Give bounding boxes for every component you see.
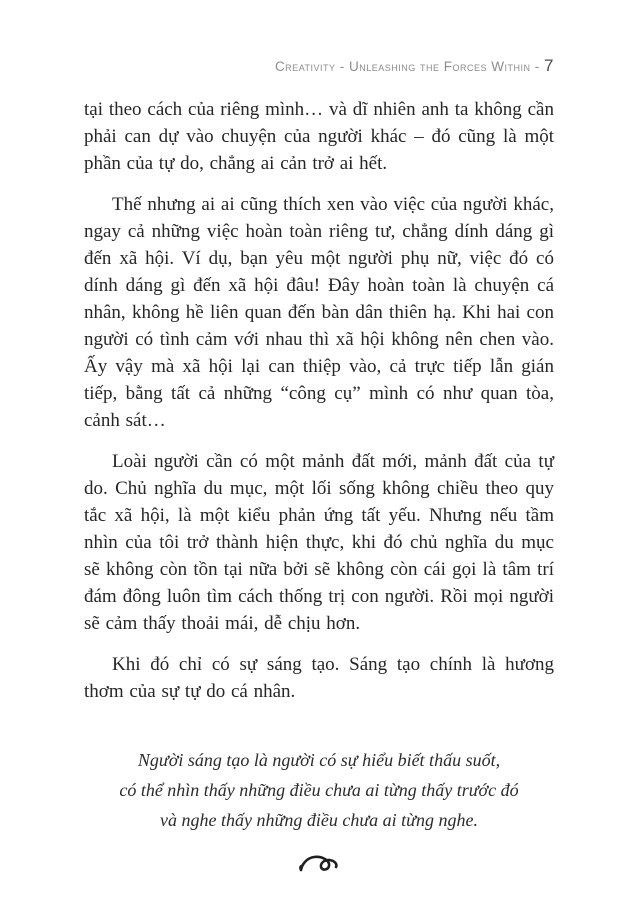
body-paragraph-2: Thế nhưng ai ai cũng thích xen vào việc của người khác, ngay cả những việc hoàn toàn riêng tư, chẳng dính dáng gì đến xã hội. Ví dụ, bạn yêu một người phụ nữ, việc đó có dính dáng gì đến xã hội đâu! Đây hoàn toàn là chuyện cá nhân, không hề liên quan đến bàn dân thiên hạ. Khi hai con người có tình cảm với nhau thì xã hội không nên chen vào. Ấy vậy mà xã hội lại can thiệp vào, cả trực tiếp lẫn gián tiếp, bằng tất cả những “công cụ” mình có như quan tòa, cảnh sát…	[84, 194, 554, 431]
running-title: Creativity - Unleashing the Forces Within	[274, 59, 531, 74]
body-paragraph-3: Loài người cần có một mảnh đất mới, mảnh đất của tự do. Chủ nghĩa du mục, một lối sống không chiều theo quy tắc xã hội, là một kiểu phản ứng tất yếu. Nhưng nếu tầm nhìn của tôi trở thành hiện thực, khi đó chủ nghĩa du mục sẽ không còn tồn tại nữa bởi sẽ không còn cái gọi là tâm trí đám đông luôn tìm cách thống trị con người. Rồi mọi người sẽ cảm thấy thoải mái, dễ chịu hơn.	[84, 451, 554, 634]
quote-line-2: có thể nhìn thấy những điều chưa ai từng thấy trước đó	[119, 780, 519, 800]
body-paragraph-1: tại theo cách của riêng mình… và dĩ nhiên anh ta không cần phải can dự vào chuyện của người khác – đó cũng là một phần của tự do, chẳng ai cản trở ai hết.	[84, 99, 554, 174]
flourish-ornament-icon	[84, 849, 554, 882]
quote-line-1: Người sáng tạo là người có sự hiểu biết thấu suốt,	[137, 750, 501, 770]
header-separator: -	[530, 59, 545, 74]
quote-line-3: và nghe thấy những điều chưa ai từng nghe.	[160, 810, 478, 830]
running-header	[275, 56, 554, 76]
page-number: 7	[544, 56, 554, 75]
body-paragraph-4: Khi đó chỉ có sự sáng tạo. Sáng tạo chính là hương thơm của sự tự do cá nhân.	[84, 654, 554, 702]
closing-quote	[84, 745, 554, 835]
